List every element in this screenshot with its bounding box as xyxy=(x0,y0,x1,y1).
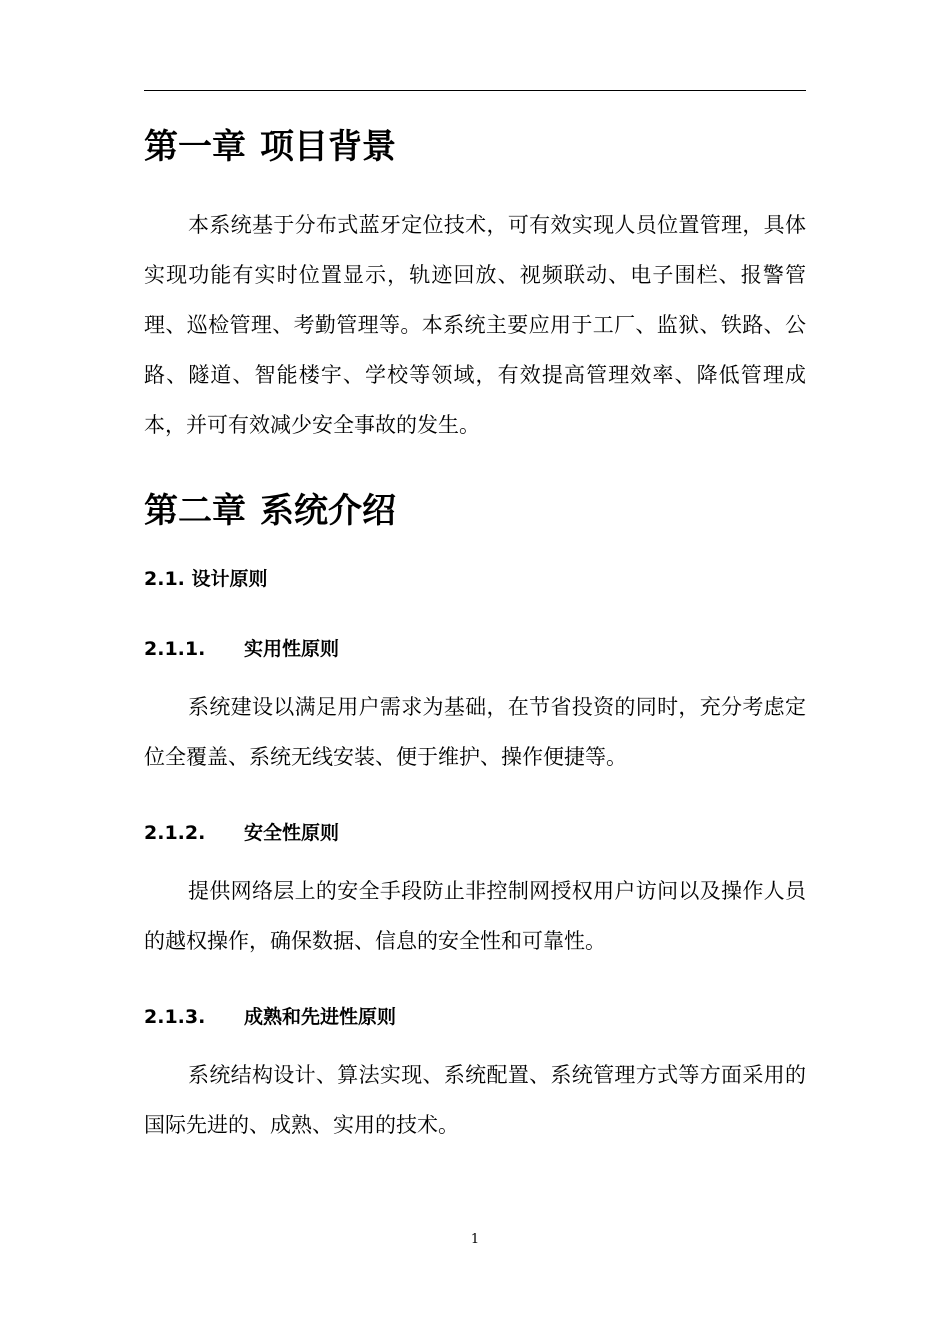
subsection-2-1-2-title xyxy=(144,818,806,848)
chapter-1-number: 第一章 xyxy=(144,127,246,167)
subsection-2-1-3-paragraph: 系统结构设计、算法实现、系统配置、系统管理方式等方面采用的国际先进的、成熟、实用的技术。 xyxy=(144,1063,806,1137)
subsection-2-1-3-number: 2.1.3. xyxy=(144,1006,206,1028)
chapter-2-number: 第二章 xyxy=(144,491,246,531)
subsection-2-1-2-name: 安全性原则 xyxy=(244,822,340,844)
subsection-2-1-1-number: 2.1.1. xyxy=(144,638,206,660)
subsection-2-1-1-paragraph: 系统建设以满足用户需求为基础，在节省投资的同时，充分考虑定位全覆盖、系统无线安装、便于维护、操作便捷等。 xyxy=(144,695,806,769)
subsection-2-1-3-name: 成熟和先进性原则 xyxy=(244,1006,397,1028)
subsection-2-1-1-name: 实用性原则 xyxy=(244,638,340,660)
chapter-2-title xyxy=(144,486,806,536)
page-number: 1 xyxy=(470,1232,480,1247)
subsection-2-1-2-paragraph: 提供网络层上的安全手段防止非控制网授权用户访问以及操作人员的越权操作，确保数据、信息的安全性和可靠性。 xyxy=(144,879,806,953)
section-2-1-title: 2.1. 设计原则 xyxy=(144,568,268,590)
header-rule xyxy=(144,90,806,91)
chapter-2-name: 系统介绍 xyxy=(260,491,396,531)
page-content xyxy=(144,122,806,1150)
chapter-1-paragraph: 本系统基于分布式蓝牙定位技术，可有效实现人员位置管理，具体实现功能有实时位置显示，轨迹回放、视频联动、电子围栏、报警管理、巡检管理、考勤管理等。本系统主要应用于工厂、监狱、铁路、公路、隧道、智能楼宇、学校等领域，有效提高管理效率、降低管理成本，并可有效减少安全事故的发生。 xyxy=(144,213,806,437)
subsection-2-1-2-number: 2.1.2. xyxy=(144,822,206,844)
chapter-1-name: 项目背景 xyxy=(260,127,396,167)
subsection-2-1-3-title xyxy=(144,1002,806,1032)
chapter-1-title xyxy=(144,122,806,172)
subsection-2-1-1-title xyxy=(144,634,806,664)
